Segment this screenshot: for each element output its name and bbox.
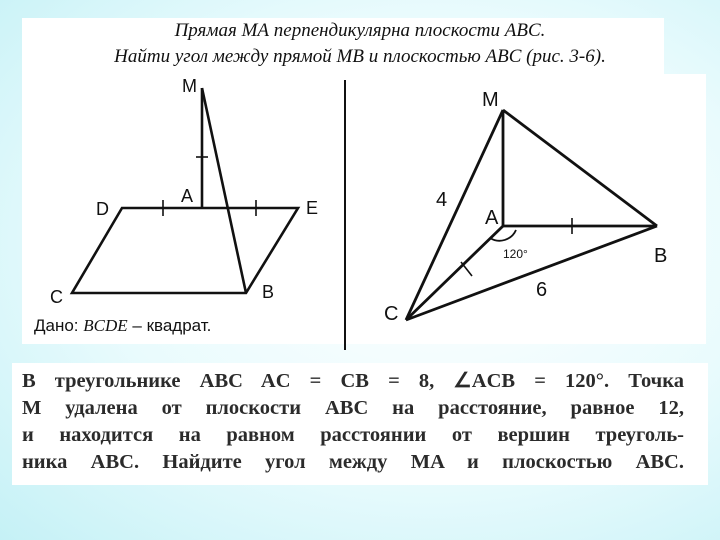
right-label-B: B [654,245,668,267]
problem-text [22,368,684,476]
title-line-2: Найти угол между прямой МВ и плоскостью ABC (рис. 3-6). [114,46,606,67]
given-statement [34,316,211,336]
right-label-A: A [485,207,499,229]
right-label-M: M [482,89,499,111]
problem-line-3: и находится на равном расстоянии от вершин треуголь- [22,424,684,446]
problem-line-1: В треугольнике ABC AC = CB = 8, ∠ACB = 120°. Точка [22,370,684,392]
given-label: Дано: [34,316,79,335]
angle-label: 120° [503,247,528,261]
segment-AC [406,226,503,320]
left-label-E: E [306,198,319,218]
left-label-C: C [50,287,63,307]
given-value: BCDE [83,316,128,335]
left-label-D: D [96,199,109,219]
problem-line-4: ника ABC. Найдите угол между MA и плоскостью ABC. [22,451,684,473]
square-bcde [72,208,298,293]
title-line-1: Прямая МА перпендикулярна плоскости ABC. [174,20,546,41]
left-label-B: B [262,282,275,302]
given-rest: – квадрат. [127,316,212,335]
tick-AC [461,262,472,276]
segment-MB [202,88,246,293]
edge-label-CB: 6 [536,279,548,301]
left-label-A: A [181,186,194,206]
right-figure [406,110,657,320]
left-label-M: M [182,76,197,96]
segment-MB-right [503,110,657,226]
right-label-C: C [384,303,399,325]
edge-label-MC: 4 [436,189,448,211]
problem-line-2: M удалена от плоскости ABC на расстояние, равное 12, [22,397,684,419]
